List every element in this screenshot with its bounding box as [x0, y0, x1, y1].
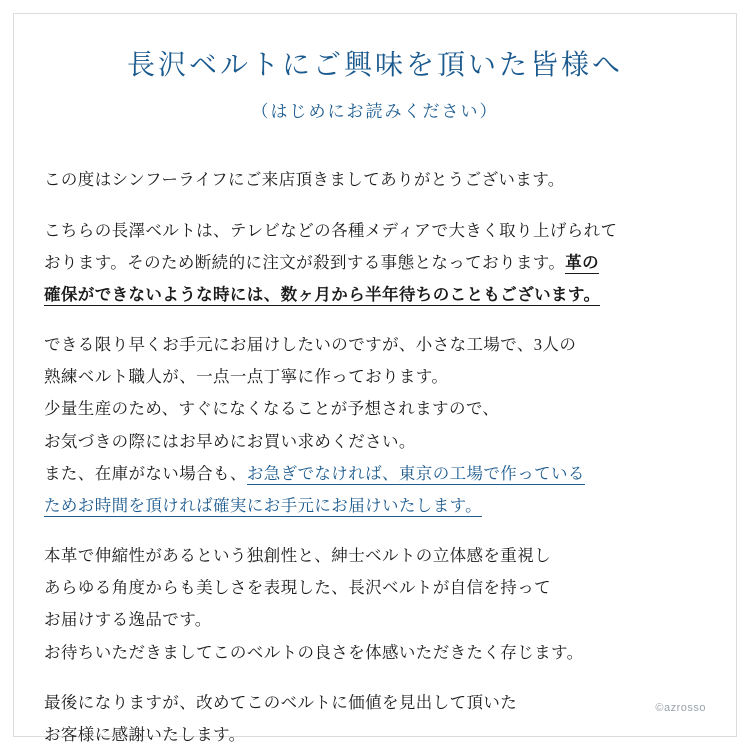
text-line: [44, 329, 706, 361]
text-segment: お客様に感謝いたします。: [44, 724, 246, 744]
text-line: [44, 687, 706, 719]
text-segment: ためお時間を頂ければ確実にお手元にお届けいたします。: [44, 495, 483, 515]
text-segment: お急ぎでなければ、東京の工場で作っている: [246, 463, 585, 483]
text-segment: 少量生産のため、すぐになくなることが予想されますので、: [44, 399, 500, 419]
text-segment: できる限り早くお手元にお届けしたいのですが、小さな工場で、3人の: [44, 335, 577, 355]
text-segment: 最後になりますが、改めてこのベルトに価値を見出して頂いた: [44, 692, 518, 712]
text-line: [44, 247, 706, 279]
paragraph: [44, 164, 706, 196]
text-segment: 確保ができないような時には、数ヶ月から半年待ちのこともございます。: [44, 284, 601, 304]
text-line: [44, 604, 706, 636]
title-block: [44, 0, 706, 122]
text-segment: 本革で伸縮性があるという独創性と、紳士ベルトの立体感を重視し: [44, 546, 551, 566]
page-subtitle: （はじめにお読みください）: [251, 102, 499, 122]
paragraph: [44, 687, 706, 751]
text-line: [44, 637, 706, 669]
text-line: [44, 164, 706, 196]
text-line: [44, 426, 706, 458]
text-line: [44, 361, 706, 393]
text-segment: 熟練ベルト職人が、一点一点丁寧に作っております。: [44, 367, 449, 387]
paragraph: [44, 329, 706, 522]
text-line: [44, 279, 706, 311]
text-line: [44, 490, 706, 522]
text-line: [44, 458, 706, 490]
text-line: [44, 719, 706, 751]
text-line: [44, 393, 706, 425]
body-text: [44, 164, 706, 751]
text-segment: この度はシンフーライフにご来店頂きましてありがとうございます。: [44, 170, 565, 190]
text-line: [44, 572, 706, 604]
text-segment: お待ちいただきましてこのベルトの良さを体感いただきたく存じます。: [44, 642, 584, 662]
paragraph: [44, 215, 706, 312]
paragraph: [44, 540, 706, 669]
text-segment: お気づきの際にはお早めにお買い求めください。: [44, 431, 416, 451]
text-segment: お届けする逸品です。: [44, 610, 212, 630]
copyright-credit: ©azrosso: [655, 702, 706, 714]
text-segment: また、在庫がない場合も、: [44, 463, 247, 483]
text-segment: こちらの長澤ベルトは、テレビなどの各種メディアで大きく取り上げられて: [44, 220, 618, 240]
page-title: 長沢ベルトにご興味を頂いた皆様へ: [126, 50, 623, 81]
text-line: [44, 215, 706, 247]
text-line: [44, 540, 706, 572]
text-segment: あらゆる角度からも美しさを表現した、長沢ベルトが自信を持って: [44, 578, 551, 598]
text-segment: 革の: [565, 252, 600, 272]
text-segment: おります。そのため断続的に注文が殺到する事態となっております。: [44, 252, 566, 272]
